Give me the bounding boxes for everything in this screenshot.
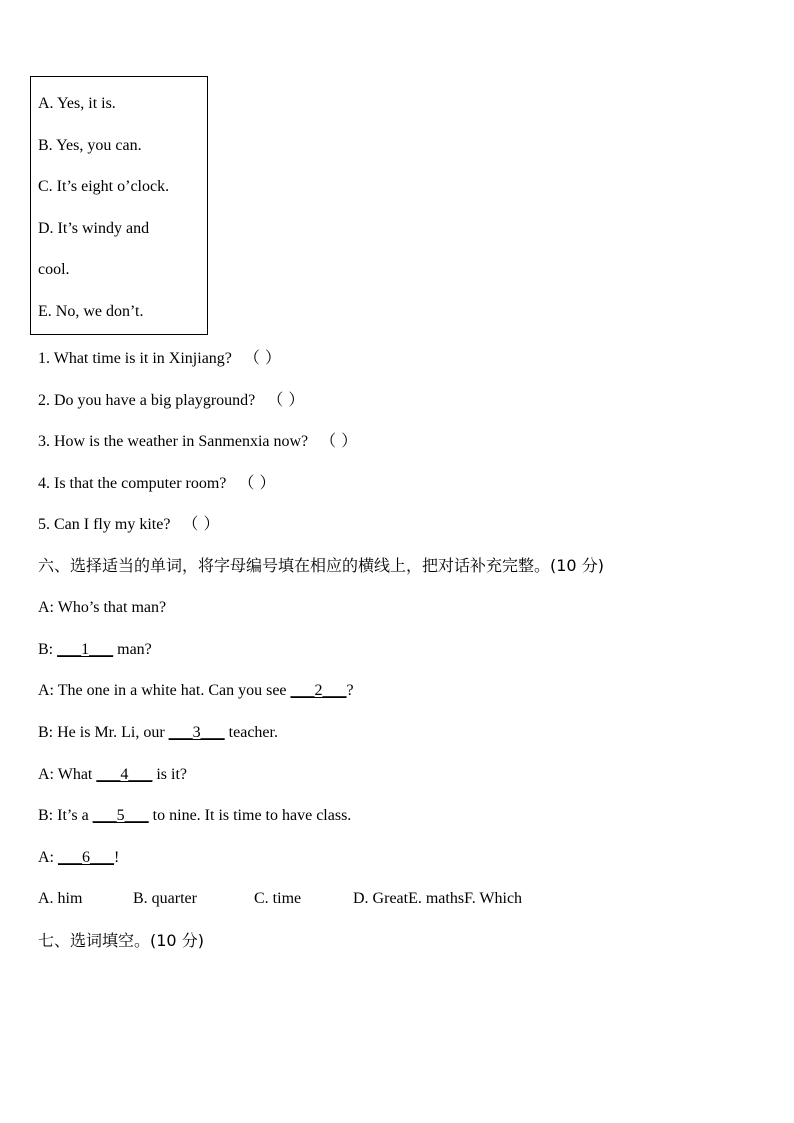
dialog-text: B: He is Mr. Li, our	[38, 724, 169, 741]
option-d-line1: D. It’s windy and	[38, 220, 150, 237]
question-2	[38, 390, 304, 411]
answer-paren: （ ）	[320, 431, 358, 450]
question-text: 5. Can I fly my kite?	[38, 516, 171, 533]
dialog-text: A: Who’s that man?	[38, 599, 167, 616]
answer-blank[interactable]: ___4___	[96, 766, 153, 783]
dialog-text: A:	[38, 849, 58, 866]
choice-def: D. GreatE. mathsF. Which	[353, 890, 523, 907]
section-6-heading: 六、选择适当的单词，将字母编号填在相应的横线上，把对话补充完整。(10 分)	[38, 556, 604, 575]
answer-blank[interactable]: ___5___	[92, 807, 149, 824]
options-box	[30, 76, 208, 335]
question-3	[38, 431, 357, 452]
question-text: 3. How is the weather in Sanmenxia now?	[38, 433, 309, 450]
dialog-text: A: The one in a white hat. Can you see	[38, 682, 291, 699]
option-c: C. It’s eight o’clock.	[38, 178, 170, 195]
answer-paren: （ ）	[243, 348, 281, 367]
dialog-text: B: It’s a	[38, 807, 93, 824]
dialog-line-4	[38, 723, 278, 743]
dialog-line-1	[38, 598, 166, 618]
dialog-text: man?	[113, 641, 152, 658]
option-a: A. Yes, it is.	[38, 95, 116, 112]
question-text: 4. Is that the computer room?	[38, 475, 227, 492]
dialog-line-5	[38, 765, 187, 785]
dialog-text: A: What	[38, 766, 97, 783]
answer-blank[interactable]: ___2___	[290, 682, 347, 699]
word-choices	[38, 889, 522, 909]
answer-paren: （ ）	[182, 514, 220, 533]
question-text: 2. Do you have a big playground?	[38, 392, 256, 409]
dialog-text: ?	[346, 682, 354, 699]
dialog-line-3	[38, 681, 354, 701]
dialog-text: teacher.	[224, 724, 278, 741]
choice-b: B. quarter	[133, 890, 197, 907]
question-5	[38, 514, 220, 535]
choice-a: A. him	[38, 890, 83, 907]
dialog-text: B:	[38, 641, 58, 658]
answer-blank[interactable]: ___1___	[57, 641, 114, 658]
question-1	[38, 348, 281, 369]
option-b: B. Yes, you can.	[38, 137, 142, 154]
answer-paren: （ ）	[238, 473, 276, 492]
answer-blank[interactable]: ___6___	[58, 849, 114, 866]
dialog-text: is it?	[152, 766, 188, 783]
answer-blank[interactable]: ___3___	[168, 724, 225, 741]
choice-c: C. time	[254, 890, 302, 907]
dialog-line-2	[38, 640, 152, 660]
option-e: E. No, we don’t.	[38, 303, 144, 320]
dialog-text: !	[114, 849, 120, 866]
section-7-heading: 七、选词填空。(10 分)	[38, 931, 204, 950]
dialog-line-6	[38, 806, 351, 826]
question-text: 1. What time is it in Xinjiang?	[38, 350, 232, 367]
answer-paren: （ ）	[267, 390, 305, 409]
dialog-line-7	[38, 848, 119, 868]
option-d-line2: cool.	[38, 261, 70, 278]
dialog-text: to nine. It is time to have class.	[148, 807, 352, 824]
question-4	[38, 473, 275, 494]
